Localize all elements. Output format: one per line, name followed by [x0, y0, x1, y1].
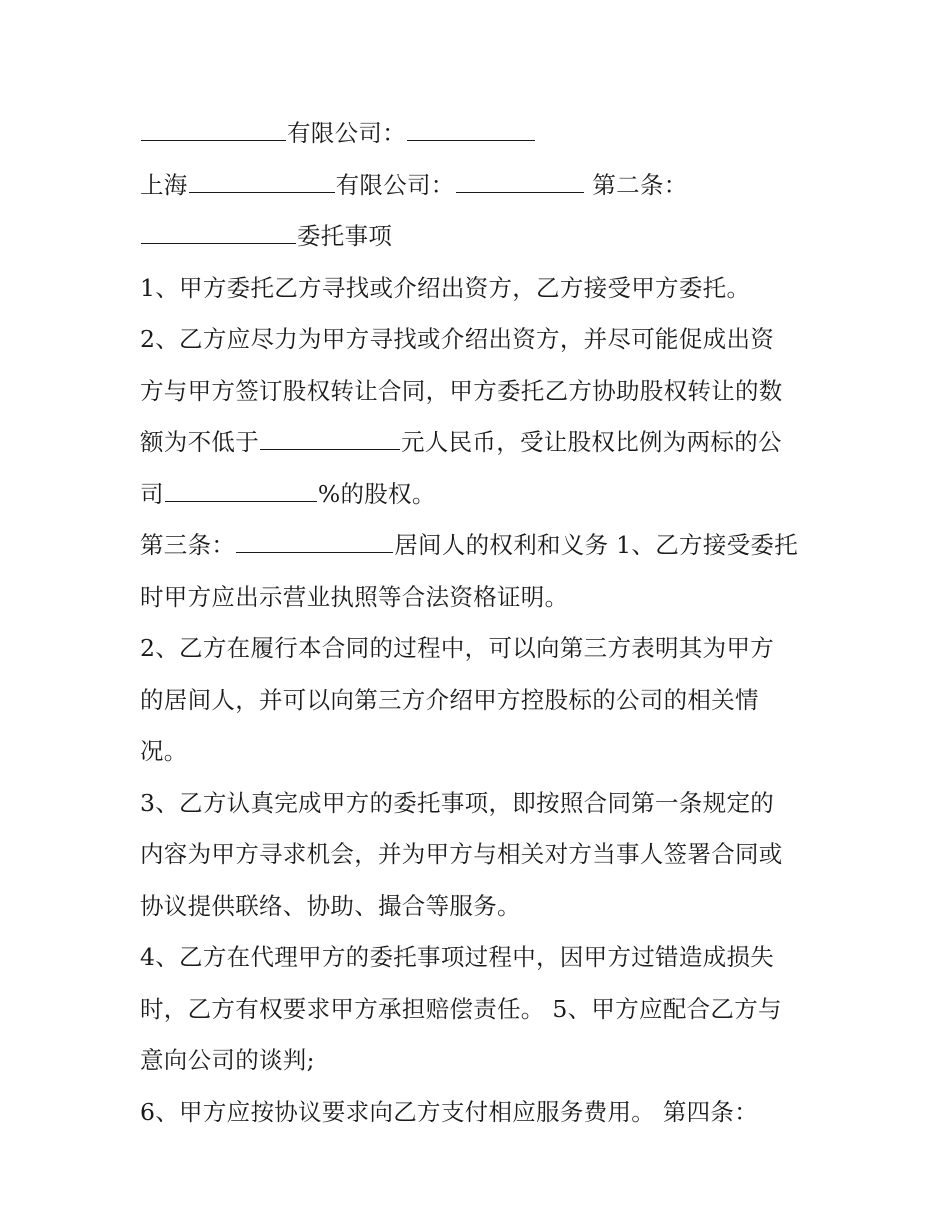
- paragraph-line: 1、甲方委托乙方寻找或介绍出资方，乙方接受甲方委托。: [140, 273, 751, 302]
- party-a-line: [140, 108, 820, 160]
- paragraph-line: [140, 417, 820, 469]
- paragraph-line: 方与甲方签订股权转让合同，甲方委托乙方协助股权转让的数: [140, 376, 783, 405]
- blank-line: [236, 532, 393, 553]
- blank-line: [141, 223, 296, 244]
- paragraph-line: 的居间人，并可以向第三方介绍甲方控股标的公司的相关情: [140, 685, 759, 714]
- text-span: 第三条：: [140, 531, 236, 559]
- text-span: 上海: [140, 170, 188, 199]
- paragraph-line: 况。: [140, 737, 188, 765]
- article-heading: [140, 211, 820, 263]
- paragraph-line: 2、乙方在履行本合同的过程中，可以向第三方表明其为甲方: [140, 634, 775, 662]
- text-span: 有限公司：: [335, 170, 455, 199]
- text-span: 第二条：: [584, 170, 688, 199]
- text-span: 委托事项: [297, 222, 393, 250]
- blank-line: [407, 120, 535, 141]
- paragraph-line: 时，乙方有权要求甲方承担赔偿责任。 5、甲方应配合乙方与: [140, 994, 782, 1023]
- text-span: 有限公司：: [287, 119, 406, 147]
- paragraph-line: 意向公司的谈判;: [140, 1046, 315, 1074]
- text-span: %的股权。: [317, 479, 436, 508]
- paragraph-line: 协议提供联络、协助、撮合等服务。: [140, 891, 521, 920]
- paragraph-line: [140, 469, 820, 521]
- blank-line: [260, 429, 400, 450]
- blank-line: [189, 172, 335, 193]
- paragraph-line: 2、乙方应尽力为甲方寻找或介绍出资方，并尽可能促成出资: [140, 325, 775, 353]
- contract-text: [140, 108, 820, 1138]
- text-span: 元人民币，受让股权比例为两标的公: [401, 428, 782, 456]
- text-span: 额为不低于: [140, 428, 259, 456]
- text-span: 居间人的权利和义务 1、乙方接受委托: [394, 531, 799, 559]
- blank-line: [456, 172, 584, 193]
- blank-line: [141, 120, 286, 141]
- party-b-line: [140, 160, 820, 212]
- paragraph-line: 内容为甲方寻求机会，并为甲方与相关对方当事人签署合同或: [140, 840, 783, 868]
- paragraph-line: 4、乙方在代理甲方的委托事项过程中，因甲方过错造成损失: [140, 943, 775, 971]
- blank-line: [165, 481, 317, 502]
- paragraph-line: 3、乙方认真完成甲方的委托事项，即按照合同第一条规定的: [140, 788, 775, 817]
- paragraph-line: 6、甲方应按协议要求向乙方支付相应服务费用。 第四条：: [140, 1097, 759, 1126]
- article-heading: [140, 520, 820, 572]
- text-span: 司: [140, 479, 164, 508]
- paragraph-line: 时甲方应出示营业执照等合法资格证明。: [140, 582, 569, 611]
